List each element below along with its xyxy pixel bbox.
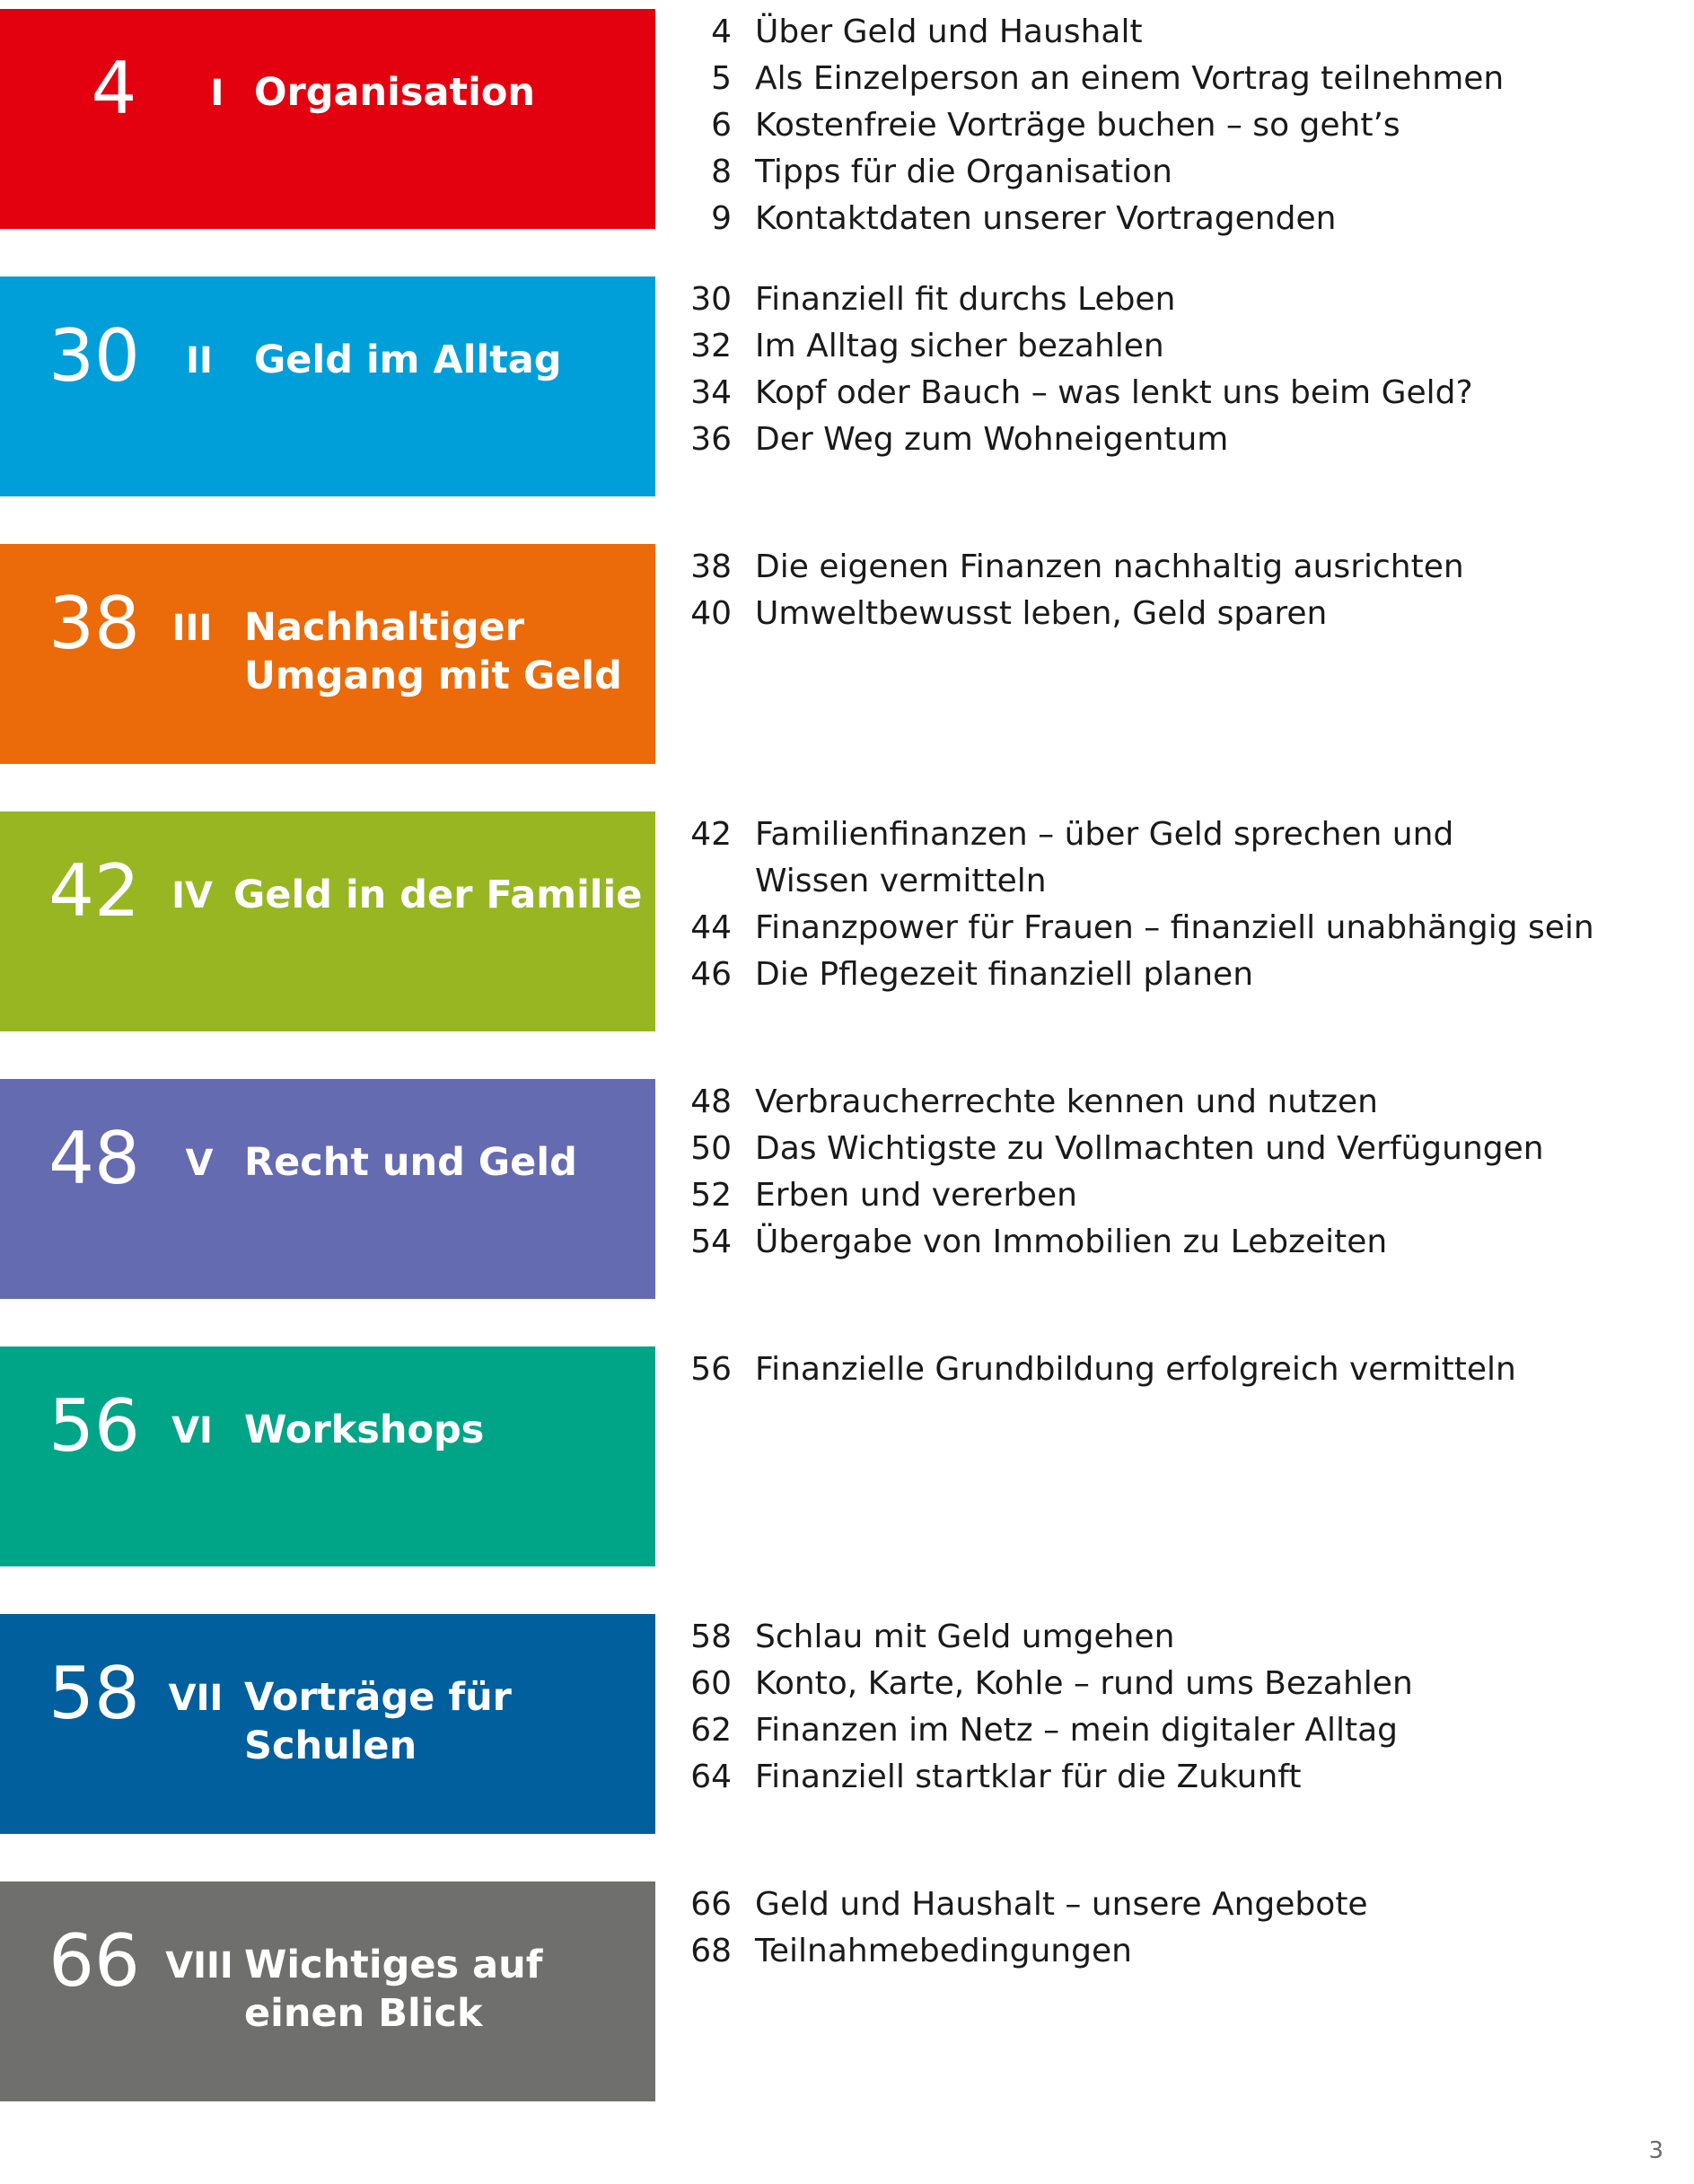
entry-title: Teilnahmebedingungen [755, 1933, 1132, 1969]
entry-list [682, 1079, 1670, 1266]
toc-entry[interactable] [682, 1346, 1670, 1393]
section-roman-numeral: VII [168, 1678, 224, 1719]
section-color-block[interactable] [0, 544, 655, 764]
section-roman-numeral: I [210, 73, 224, 114]
entry-title: Familienfinanzen – über Geld sprechen und Wissen vermitteln [755, 816, 1454, 899]
toc-entry[interactable] [682, 9, 1670, 56]
section-page-number: 58 [48, 1652, 140, 1735]
entry-title: Verbraucherrechte kennen und nutzen [755, 1083, 1379, 1120]
entry-page-number: 50 [690, 1130, 732, 1167]
toc-entry[interactable] [682, 1126, 1670, 1172]
entry-list [682, 276, 1670, 463]
section-page-number: 66 [48, 1919, 140, 2003]
entry-title: Der Weg zum Wohneigentum [755, 421, 1229, 458]
entry-page-number: 58 [690, 1618, 732, 1655]
entry-title: Tipps für die Organisation [755, 153, 1172, 190]
toc-entry[interactable] [682, 1172, 1670, 1219]
entry-page-number: 60 [690, 1665, 732, 1702]
entry-title: Finanzpower für Frauen – finanziell unabhängig sein [755, 909, 1594, 946]
section-roman-numeral: VI [171, 1410, 213, 1452]
entry-list [682, 811, 1670, 998]
entry-title: Geld und Haushalt – unsere Angebote [755, 1886, 1368, 1923]
entry-page-number: 42 [690, 816, 732, 853]
entry-page-number: 52 [690, 1177, 732, 1214]
section-color-block[interactable] [0, 276, 655, 496]
section-page-number: 38 [48, 582, 140, 665]
section-page-number: 42 [48, 849, 140, 933]
entry-title: Schlau mit Geld umgehen [755, 1618, 1175, 1655]
section-title: Geld in der Familie [233, 873, 643, 917]
entry-list [682, 9, 1670, 242]
section-title: Nachhaltiger Umgang mit Geld [244, 605, 622, 698]
entry-page-number: 64 [690, 1759, 732, 1795]
toc-entry[interactable] [682, 905, 1670, 952]
section-title: Wichtiges auf einen Blick [244, 1943, 543, 2036]
entry-page-number: 4 [711, 13, 732, 50]
toc-entry[interactable] [682, 276, 1670, 323]
toc-section-3 [0, 544, 1694, 764]
entry-list [682, 1614, 1670, 1801]
toc-entry[interactable] [682, 196, 1670, 242]
entry-page-number: 36 [690, 421, 732, 458]
toc-entry[interactable] [682, 811, 1670, 905]
toc-entry[interactable] [682, 323, 1670, 370]
toc-entry[interactable] [682, 1928, 1670, 1975]
toc-entry[interactable] [682, 1707, 1670, 1754]
entry-page-number: 30 [690, 281, 732, 318]
entry-title: Finanziell fit durchs Leben [755, 281, 1176, 318]
section-title: Workshops [244, 1408, 485, 1452]
toc-section-2 [0, 276, 1694, 496]
section-roman-numeral: V [185, 1143, 214, 1184]
section-title: Recht und Geld [244, 1140, 577, 1185]
entry-title: Konto, Karte, Kohle – rund ums Bezahlen [755, 1665, 1413, 1702]
page-number: 3 [1648, 2137, 1663, 2164]
toc-entry[interactable] [682, 591, 1670, 637]
entry-title: Im Alltag sicher bezahlen [755, 328, 1164, 364]
entry-page-number: 9 [711, 200, 732, 237]
section-title: Organisation [254, 70, 535, 115]
toc-entry[interactable] [682, 1079, 1670, 1126]
entry-title: Kopf oder Bauch – was lenkt uns beim Geld? [755, 374, 1473, 411]
section-roman-numeral: IV [171, 875, 213, 917]
toc-section-7 [0, 1614, 1694, 1834]
entry-title: Finanzen im Netz – mein digitaler Alltag [755, 1712, 1398, 1749]
section-page-number: 48 [48, 1117, 140, 1200]
entry-title: Das Wichtigste zu Vollmachten und Verfügungen [755, 1130, 1544, 1167]
entry-page-number: 38 [690, 548, 732, 585]
section-color-block[interactable] [0, 9, 655, 229]
entry-page-number: 54 [690, 1224, 732, 1260]
toc-entry[interactable] [682, 1881, 1670, 1928]
entry-page-number: 6 [711, 107, 732, 144]
section-page-number: 4 [91, 47, 137, 130]
entry-title: Über Geld und Haushalt [755, 13, 1143, 50]
toc-section-6 [0, 1346, 1694, 1566]
toc-entry[interactable] [682, 149, 1670, 196]
entry-page-number: 56 [690, 1351, 732, 1388]
entry-page-number: 48 [690, 1083, 732, 1120]
toc-section-5 [0, 1079, 1694, 1299]
toc-entry[interactable] [682, 370, 1670, 417]
entry-page-number: 8 [711, 153, 732, 190]
entry-page-number: 68 [690, 1933, 732, 1969]
toc-entry[interactable] [682, 1614, 1670, 1661]
entry-page-number: 32 [690, 328, 732, 364]
entry-title: Finanziell startklar für die Zukunft [755, 1759, 1302, 1795]
toc-entry[interactable] [682, 417, 1670, 463]
entry-title: Erben und vererben [755, 1177, 1077, 1214]
toc-section-4 [0, 811, 1694, 1031]
section-color-block[interactable] [0, 1614, 655, 1834]
entry-title: Kontaktdaten unserer Vortragenden [755, 200, 1337, 237]
section-color-block[interactable] [0, 811, 655, 1031]
entry-title: Kostenfreie Vorträge buchen – so geht’s [755, 107, 1400, 144]
entry-page-number: 40 [690, 595, 732, 632]
section-color-block[interactable] [0, 1346, 655, 1566]
section-roman-numeral: III [171, 608, 213, 649]
entry-page-number: 66 [690, 1886, 732, 1923]
toc-entry[interactable] [682, 544, 1670, 591]
section-page-number: 30 [48, 314, 140, 398]
section-title: Geld im Alltag [254, 338, 562, 382]
section-color-block[interactable] [0, 1881, 655, 2101]
entry-title: Finanzielle Grundbildung erfolgreich vermitteln [755, 1351, 1516, 1388]
section-page-number: 56 [48, 1384, 140, 1468]
section-roman-numeral: II [186, 340, 213, 382]
toc-section-8 [0, 1881, 1694, 2101]
section-title: Vorträge für Schulen [244, 1675, 512, 1768]
entry-title: Die Pflegezeit finanziell planen [755, 956, 1254, 993]
toc-entry[interactable] [682, 56, 1670, 102]
entry-list [682, 1881, 1670, 1975]
entry-title: Umweltbewusst leben, Geld sparen [755, 595, 1328, 632]
toc-entry[interactable] [682, 1754, 1670, 1801]
entry-page-number: 62 [690, 1712, 732, 1749]
toc-entry[interactable] [682, 1661, 1670, 1707]
section-color-block[interactable] [0, 1079, 655, 1299]
entry-page-number: 44 [690, 909, 732, 946]
entry-list [682, 544, 1670, 637]
entry-page-number: 5 [711, 60, 732, 97]
entry-page-number: 34 [690, 374, 732, 411]
toc-entry[interactable] [682, 1219, 1670, 1266]
entry-title: Die eigenen Finanzen nachhaltig ausrichten [755, 548, 1464, 585]
entry-page-number: 46 [690, 956, 732, 993]
entry-title: Übergabe von Immobilien zu Lebzeiten [755, 1224, 1388, 1260]
section-roman-numeral: VIII [165, 1945, 233, 1987]
toc-entry[interactable] [682, 102, 1670, 149]
entry-list [682, 1346, 1670, 1393]
toc-section-1 [0, 9, 1694, 237]
entry-title: Als Einzelperson an einem Vortrag teilnehmen [755, 60, 1505, 97]
toc-entry[interactable] [682, 952, 1670, 998]
